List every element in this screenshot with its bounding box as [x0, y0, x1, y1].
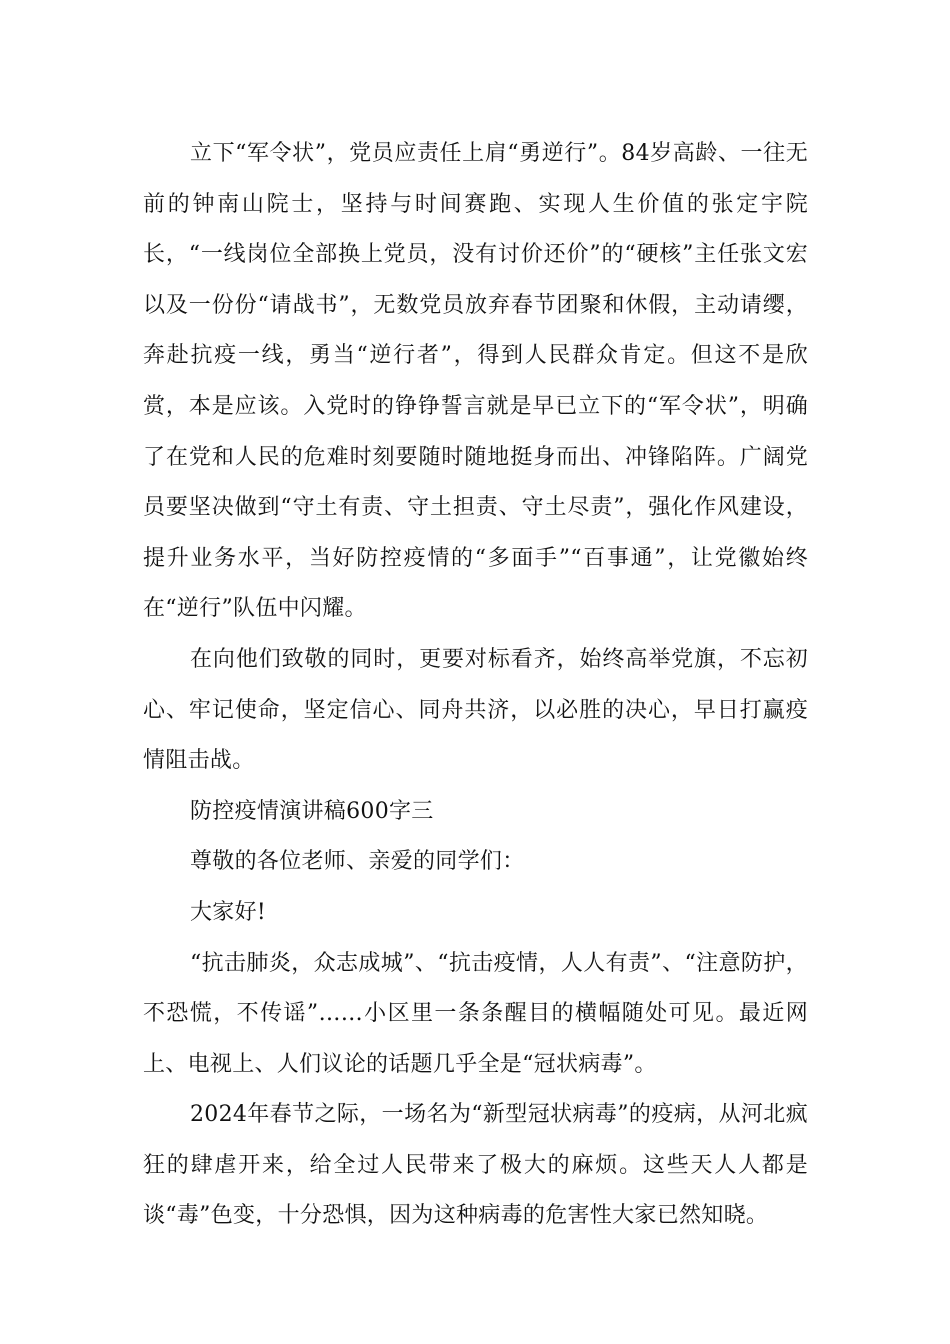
document-body: [143, 129, 808, 1242]
paragraph-military-order: 立下“军令状”，党员应责任上肩“勇逆行”。84岁高龄、一往无前的钟南山院士，坚持与时间赛跑、实现人生价值的张定宇院长，“一线岗位全部换上党员，没有讨价还价”的“硬核”主任张文宏以及一份份“请战书”，无数党员放弃春节团聚和休假，主动请缨，奔赴抗疫一线，勇当“逆行者”，得到人民群众肯定。但这不是欣赏，本是应该。入党时的铮铮誓言就是早已立下的“军令状”，明确了在党和人民的危难时刻要随时随地挺身而出、冲锋陷阵。广阔党员要坚决做到“守土有责、守土担责、守土尽责”，强化作风建设，提升业务水平，当好防控疫情的“多面手”“百事通”，让党徽始终在“逆行”队伍中闪耀。: [143, 141, 808, 622]
paragraph-slogans: “抗击肺炎，众志成城”、“抗击疫情，人人有责”、“注意防护，不恐慌，不传谣”……小区里一条条醒目的横幅随处可见。最近网上、电视上、人们议论的话题几乎全是“冠状病毒”。: [143, 950, 808, 1077]
section-heading: 防控疫情演讲稿600字三: [190, 798, 434, 824]
greeting: 大家好!: [190, 899, 267, 925]
salutation: 尊敬的各位老师、亲爱的同学们：: [190, 849, 525, 875]
paragraph-salute: 在向他们致敬的同时，更要对标看齐，始终高举党旗，不忘初心、牢记使命，坚定信心、同舟共济，以必胜的决心，早日打赢疫情阻击战。: [143, 646, 808, 774]
paragraph-spring-festival: 2024年春节之际，一场名为“新型冠状病毒”的疫病，从河北疯狂的肆虐开来，给全过人民带来了极大的麻烦。这些天人人都是谈“毒”色变，十分恐惧，因为这种病毒的危害性大家已然知晓。: [143, 1102, 808, 1229]
